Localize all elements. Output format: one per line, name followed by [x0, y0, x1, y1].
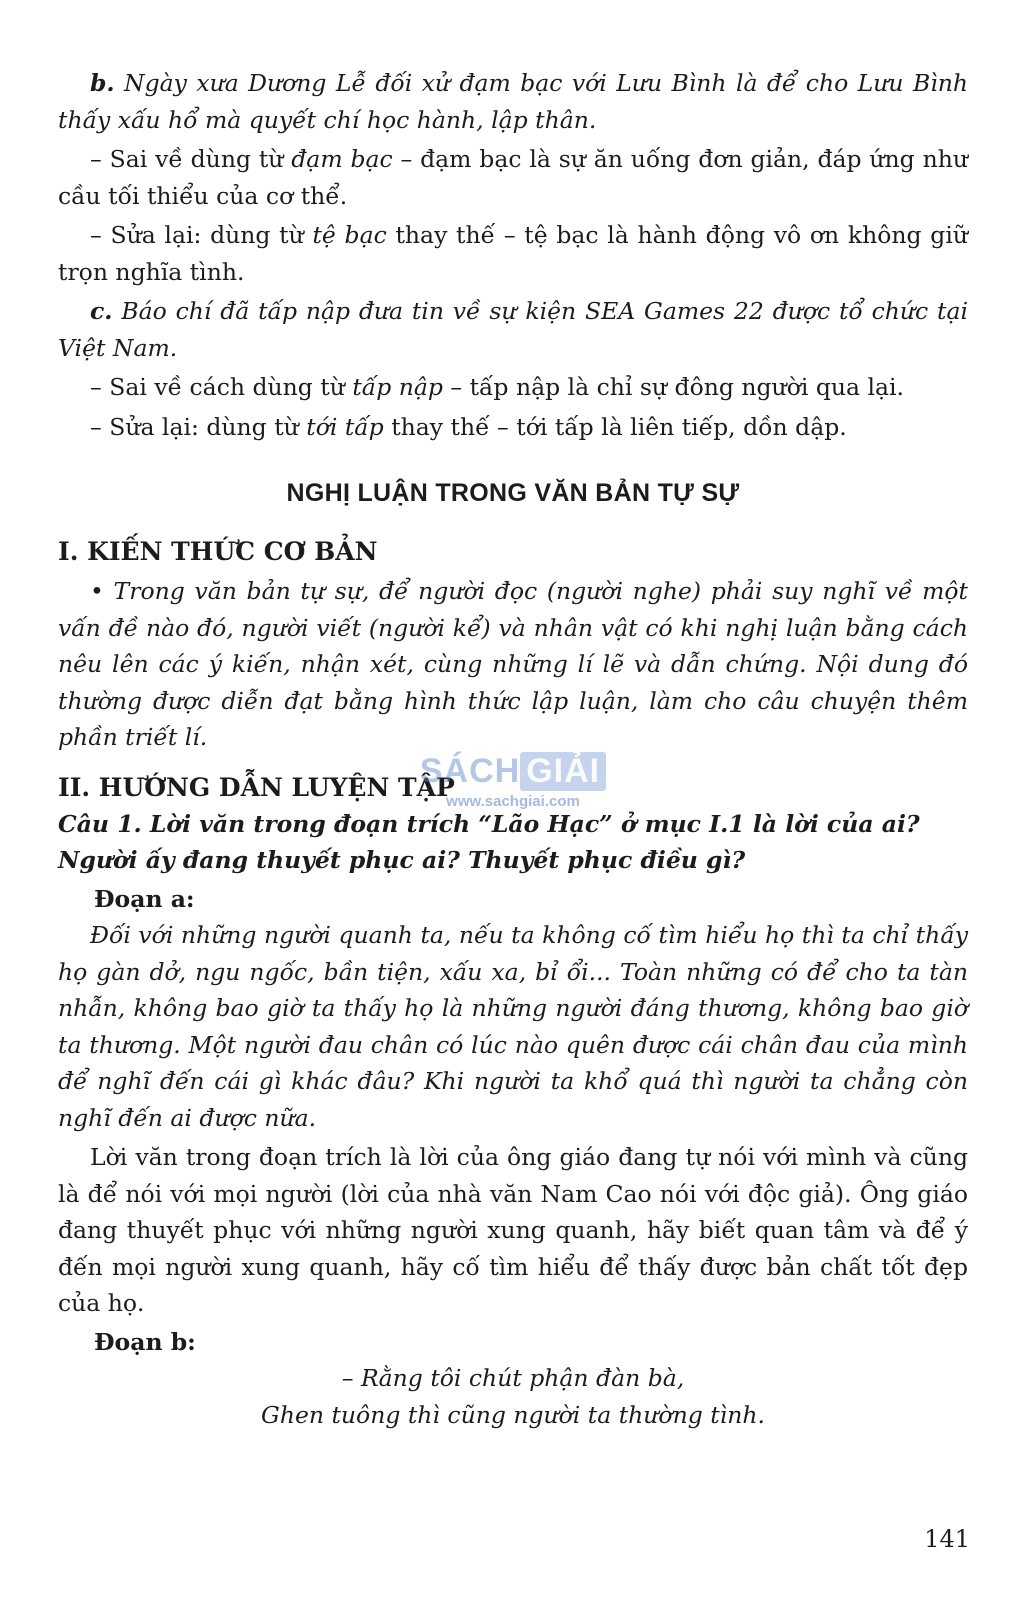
item-c-error: – Sai về cách dùng từ tấp nập – tấp nập là chỉ sự đông người qua lại. — [90, 373, 904, 401]
doan-b-label: Đoạn b: — [94, 1327, 196, 1356]
watermark-logo: SÁCH GIẢI — [408, 752, 618, 791]
item-c-label: c. — [90, 297, 113, 325]
poem-line-1: – Rằng tôi chút phận đàn bà, — [341, 1364, 685, 1392]
item-c-sentence — [58, 293, 968, 366]
page-content — [58, 62, 968, 1433]
item-b-fix: – Sửa lại: dùng từ tệ bạc thay thế – tệ bạc là hành động vô ơn không giữ trọn nghĩa tình. — [58, 221, 968, 286]
doan-a-quote: Đối với những người quanh ta, nếu ta không cố tìm hiểu họ thì ta chỉ thấy họ gàn dở, ngu ngốc, bần tiện, xấu xa, bỉ ổi... Toàn những có để cho ta tàn nhẫn, không bao giờ ta thấy họ là những người đáng thương, không bao giờ ta thương. Một người đau chân có lúc nào quên được cái chân đau của mình để nghĩ đến cái gì khác đâu? Khi người ta khổ quá thì người ta chẳng còn nghĩ đến ai được nữa. — [58, 921, 968, 1132]
watermark — [408, 752, 618, 852]
item-c-text: Báo chí đã tấp nập đưa tin về sự kiện SEA Games 22 được tổ chức tại Việt Nam. — [58, 297, 968, 362]
item-b-label: b. — [90, 69, 115, 97]
question-1: Câu 1. Lời văn trong đoạn trích “Lão Hạc” ở mục I.1 là lời của ai? Người ấy đang thuyết phục ai? Thuyết phục điều gì? — [58, 809, 920, 874]
item-b-sentence — [58, 65, 968, 138]
section-1-heading: I. KIẾN THỨC CƠ BẢN — [58, 537, 378, 566]
section-2-heading: II. HƯỚNG DẪN LUYỆN TẬP — [58, 772, 455, 802]
item-c-fix: – Sửa lại: dùng từ tới tấp thay thế – tới tấp là liên tiếp, dồn dập. — [90, 412, 847, 441]
poem-line-2: Ghen tuông thì cũng người ta thường tình. — [261, 1400, 765, 1429]
section-1-bullet: • Trong văn bản tự sự, để người đọc (người nghe) phải suy nghĩ về một vấn đề nào đó, người viết (người kể) và nhân vật có khi nghị luận bằng cách nêu lên các ý kiến, nhận xét, cùng những lí lẽ và dẫn chứng. Nội dung đó thường được diễn đạt bằng hình thức lập luận, làm cho câu chuyện thêm phần triết lí. — [58, 577, 968, 751]
doan-a-answer: Lời văn trong đoạn trích là lời của ông giáo đang tự nói với mình và cũng là để nói với mọi người (lời của nhà văn Nam Cao nói với độc giả). Ông giáo đang thuyết phục với những người xung quanh, hãy biết quan tâm và để ý đến mọi người xung quanh, hãy cố tìm hiểu để thấy được bản chất tốt đẹp của họ. — [58, 1143, 968, 1317]
lesson-title: NGHỊ LUẬN TRONG VĂN BẢN TỰ SỰ — [286, 479, 740, 507]
page-number: 141 — [924, 1525, 970, 1553]
doan-a-label: Đoạn a: — [94, 884, 195, 913]
watermark-url: www.sachgiai.com — [446, 793, 580, 810]
item-b-error: – Sai về dùng từ đạm bạc – đạm bạc là sự ăn uống đơn giản, đáp ứng như cầu tối thiểu của cơ thể. — [58, 145, 968, 210]
item-b-text: Ngày xưa Dương Lễ đối xử đạm bạc với Lưu Bình là để cho Lưu Bình thấy xấu hổ mà quyết chí học hành, lập thân. — [58, 69, 968, 134]
